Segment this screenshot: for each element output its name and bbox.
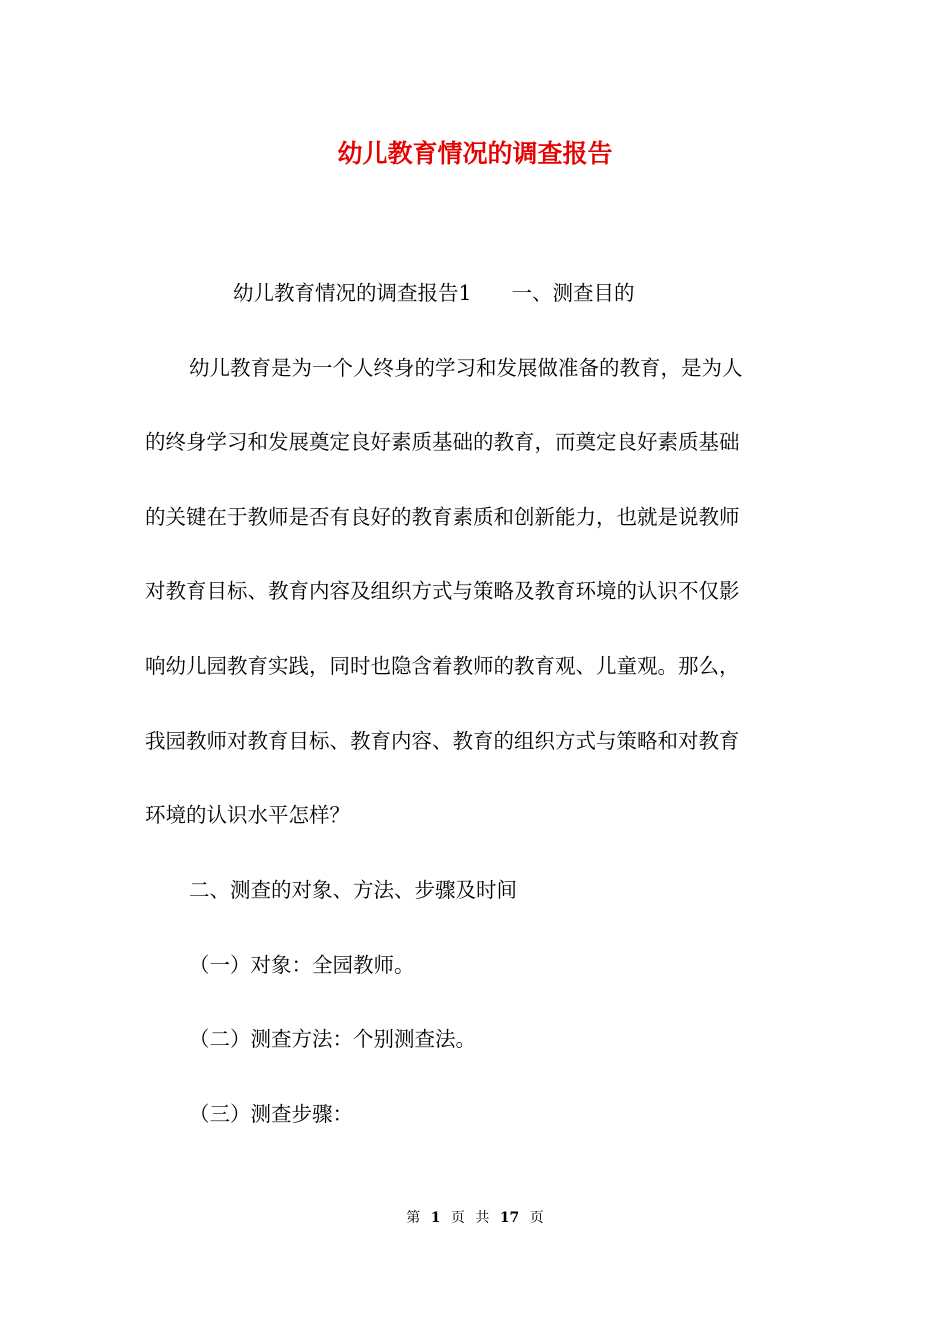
paragraph-line-5: 响幼儿园教育实践，同时也隐含着教师的教育观、儿童观。那么， <box>145 654 740 678</box>
footer-page-number: 1 <box>430 1210 441 1226</box>
paragraph-line-4: 对教育目标、教育内容及组织方式与策略及教育环境的认识不仅影 <box>145 579 740 603</box>
list-item-1: （一）对象：全园教师。 <box>189 953 415 977</box>
section-2-heading: 二、测查的对象、方法、步骤及时间 <box>189 878 517 902</box>
paragraph-line-7: 环境的认识水平怎样？ <box>145 803 350 827</box>
document-title: 幼儿教育情况的调查报告 <box>337 139 613 168</box>
footer-middle: 页 共 <box>450 1210 490 1226</box>
paragraph-line-3: 的关键在于教师是否有良好的教育素质和创新能力，也就是说教师 <box>145 505 740 529</box>
report-subtitle: 幼儿教育情况的调查报告1 <box>233 281 472 305</box>
section-1-heading: 一、测查目的 <box>511 281 635 305</box>
footer-suffix: 页 <box>529 1210 544 1226</box>
paragraph-line-6: 我园教师对教育目标、教育内容、教育的组织方式与策略和对教育 <box>145 729 740 753</box>
paragraph-line-1: 幼儿教育是为一个人终身的学习和发展做准备的教育，是为人 <box>189 356 743 380</box>
page-footer <box>0 1206 950 1230</box>
footer-page-total: 17 <box>499 1210 520 1226</box>
paragraph-line-2: 的终身学习和发展奠定良好素质基础的教育，而奠定良好素质基础 <box>145 430 740 454</box>
list-item-2: （二）测查方法：个别测查法。 <box>189 1027 476 1051</box>
footer-prefix: 第 <box>406 1210 421 1226</box>
list-item-3: （三）测查步骤： <box>189 1102 353 1126</box>
subtitle-line <box>233 273 635 313</box>
